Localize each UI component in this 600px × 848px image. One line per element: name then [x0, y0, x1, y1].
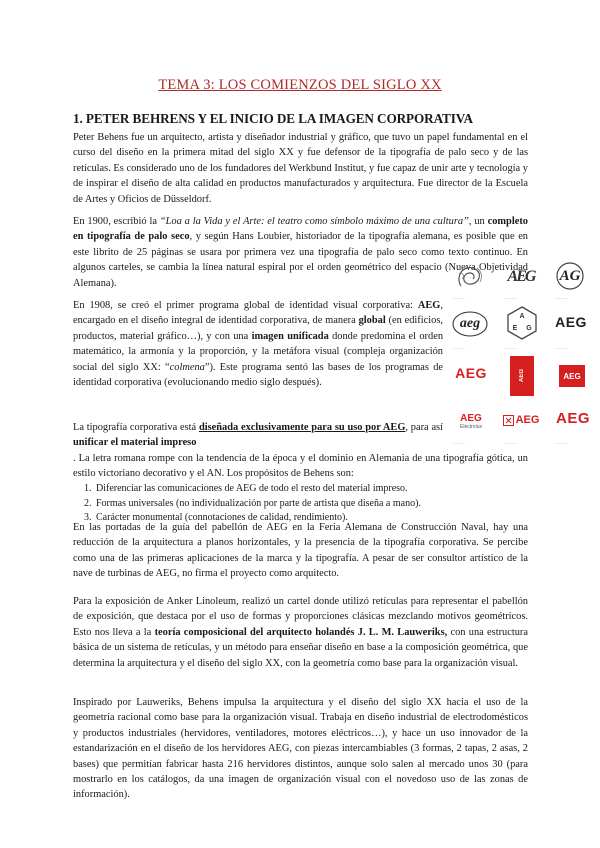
aeg-hexagon-logo: [502, 304, 542, 342]
aeg-ornamental-logo-1: [450, 260, 490, 294]
text-run: En 1908, se creó el primer programa global de identidad visual corporativa:: [73, 300, 418, 311]
aeg-wordmark-black: AEG: [555, 314, 587, 330]
text-italic: “Loa a la Vida y el Arte: el teatro como símbolo máximo de una cultura”: [159, 216, 469, 227]
list-item: 2. Formas universales (no individualización por parte de artista que diseña a mano).: [94, 497, 530, 512]
text-run: , encargado en el diseño integral de identidad corporativa, de manera: [73, 300, 443, 327]
paragraph-text: Peter Behens fue un arquitecto, artista y diseñador industrial y gráfico, que tuvo un papel fundamental en el curso del diseño en la primera mitad del siglo XX y fue defensor de la tipografía de palo seco y de las retículas. Es considerado uno de los fundadores del Werkbund Institut, y fue capaz de unir arte y tecnología y de inspirar el diseño de alta calidad en productos manufacturados y arquitectura. Fue director de la Escuela de Artes y Oficios de Düsseldorf.: [73, 132, 528, 205]
aeg-script-logo: aeg: [450, 308, 490, 340]
text-italic: colmena: [169, 361, 205, 373]
paragraph-pabellon: [73, 520, 528, 582]
aeg-ag-monogram-logo: AG: [550, 258, 590, 294]
logo-caption: ————: [505, 441, 517, 445]
text-bold: unificar el material impreso: [73, 437, 197, 449]
aeg-red-square-logo: AEG: [556, 356, 588, 396]
text-bold-underline: diseñada exclusivamente para su uso por AEG: [198, 422, 406, 433]
logo-caption: ————: [453, 296, 465, 300]
list-item: 1. Diferenciar las comunicaciones de AEG de todo el resto del material impreso.: [94, 482, 530, 497]
svg-text:G: G: [526, 325, 532, 332]
paragraph-tipografia: [73, 420, 443, 451]
logo-caption: ————: [555, 346, 567, 350]
logo-caption: ————: [555, 441, 567, 445]
aeg-logo-grid: [448, 258, 596, 458]
text-run: , para así: [405, 422, 443, 433]
section-heading: 1. PETER BEHRENS Y EL INICIO DE LA IMAGEN CORPORATIVA: [73, 111, 473, 126]
text-bold: completo en tipografía de palo seco: [73, 216, 528, 243]
logo-caption: ————: [505, 346, 517, 350]
text-bold: imagen unificada: [251, 330, 329, 342]
text-run: Para la exposición de Anker Linoleum, realizó un cartel donde utilizó retículas para representar el pabellón de exposición, que destaca por el uso de formas y proporciones clásicas mezclando motivos geométricos. Esto nos lleva a la: [73, 596, 528, 638]
box-icon: [503, 415, 514, 426]
aeg-red-vertical-banner: AEG: [510, 356, 534, 396]
text-bold: global: [358, 315, 386, 327]
logo-caption: ————: [453, 441, 465, 445]
paragraph-intro: [73, 130, 528, 207]
paragraph-1908: [73, 298, 443, 390]
paragraph-lauweriks: [73, 695, 528, 803]
paragraph-text: Inspirado por Lauweriks, Behens impulsa la arquitectura y el diseño del siglo XX hacia el uso de la geometría racional como base para la organización visual. Trabaja en diseño industrial de electrodomésticos y productos industriales (hervidores, ventiladores, motores eléctricos…), y hace un uso innovador de la estandarización en el diseño de los hervidores AEG, con piezas intercambiables (3 formas, 2 tapas, 2 asas, 2 bases) que permitían fabricar hasta 216 hervidores distintos, aunque solo salen al mercado unos 30 (para mostrarlo en los catálogos, da una imagen de organización visual con el novedoso uso de las zonas de información).: [73, 697, 528, 801]
logo-caption: ————: [555, 296, 567, 300]
svg-text:E: E: [512, 325, 518, 332]
aeg-boxed-logo: AEG: [498, 408, 544, 432]
text-run: La tipografía corporativa está: [73, 422, 199, 433]
text-run: , y según Hans Loubier, historiador de la tipografía alemana, es posible que en este librito de 25 páginas se usara por primera vez una tipografía de palo seco como texto continuo. En algunos carteles, se cambia la línea natural espiral por el orden geométrico del espacio (Nueva Objetividad Alemana).: [73, 231, 528, 289]
paragraph-anker: [73, 594, 528, 671]
logo-caption: ————: [505, 296, 517, 300]
text-run: , un: [468, 216, 488, 227]
text-bold: teoría composicional del arquitecto holandés J. L. M. Lauweriks,: [154, 626, 448, 638]
logo-caption: ————: [453, 346, 465, 350]
aeg-wordmark-red-large: AEG: [555, 409, 590, 427]
text-run: con una estructura básica de un sistema de retículas, y un método para enseñar diseño en base a la composición geométrica, que determina la arquitectura y el diseño del siglo XX, con la geometría como base para la organización visual.: [73, 626, 528, 669]
text-run: ”). Este programa sentó las bases de los programas de identidad corporativa (evolucionando medio siglo después).: [73, 361, 444, 389]
svg-text:A: A: [519, 313, 525, 320]
aeg-wordmark-red: AEG: [455, 365, 487, 381]
text-run: En 1900, escribió la: [73, 216, 160, 227]
page-title: TEMA 3: LOS COMIENZOS DEL SIGLO XX: [158, 77, 442, 93]
text-run: donde predomina el orden matemático, la armonía y la proporción, y la metáfora visual (compleja organización social del siglo XX: “: [73, 330, 444, 373]
text-run: (en edificios, productos, material gráfico…), y con una: [73, 315, 443, 342]
paragraph-text: En las portadas de la guía del pabellón de AEG en la Feria Alemana de Construcción Naval, hay una reducción de la arquitectura a planos horizontales, y la presencia de la tipografía corporativa. Se percibe como una de las primeras aplicaciones de la marca y la tipografía. A pesar de ser consultor artístico de la nave de turbinas de AEG, no firma el proyecto como arquitecto.: [73, 522, 528, 580]
paragraph-text: . La letra romana rompe con la tendencia de la época y el dominio en Alemania de una tipografía gótica, un estilo victoriano decorativo y el AN. Los propósitos de Behens son:: [73, 453, 528, 480]
list-item: 3. Carácter monumental (connotaciones de calidad, rendimiento).: [94, 511, 530, 526]
aeg-electrolux-logo: AEG Electrolux: [460, 412, 482, 430]
text-bold: AEG: [417, 300, 441, 311]
aeg-monogram-logo: AEG: [507, 268, 535, 285]
